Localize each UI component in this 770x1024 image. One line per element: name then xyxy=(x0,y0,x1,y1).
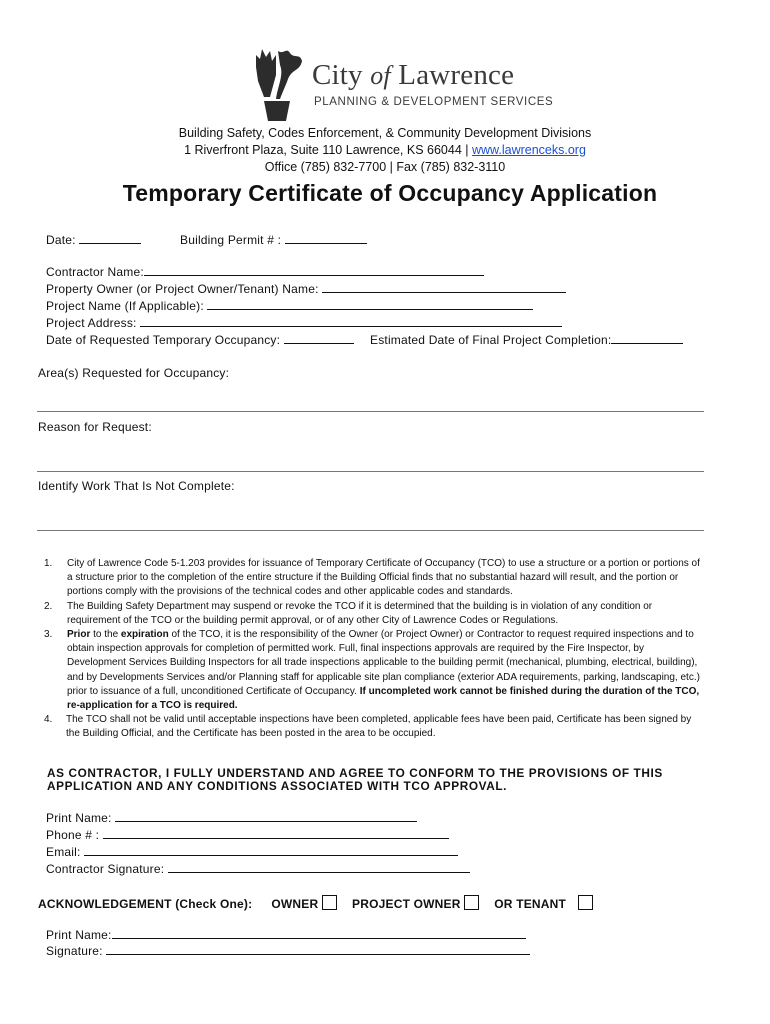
option-owner[interactable]: OWNER xyxy=(271,897,337,911)
final-completion-date-field[interactable]: Estimated Date of Final Project Completion: xyxy=(370,332,683,347)
requested-occupancy-date-field[interactable]: Date of Requested Temporary Occupancy: xyxy=(46,332,354,347)
work-incomplete-input[interactable] xyxy=(37,530,704,531)
list-item: 3. Prior to the expiration of the TCO, it is the responsibility of the Owner (or Project Owner) or Contractor to request required inspections and to obtain inspection approvals for completion of permitted work. Full, final inspections approvals are required by the Fire Inspector, by Development Services Building Inspectors for all trade inspections applicable to the building permit (mechanical, plumbing, electrical, building), and by Developments Services and/or Planning staff for applicable site plan compliance (exterior ADA requirements, parking, landscaping, etc.) prior to issuance of a full, unconditioned Certificate of Occupancy. If uncompleted work cannot be finished during the duration of the TCO, re-application for a TCO is required. xyxy=(44,629,700,712)
work-incomplete-label: Identify Work That Is Not Complete: xyxy=(38,479,235,493)
project-owner-checkbox[interactable] xyxy=(464,895,479,910)
project-address-field[interactable]: Project Address: xyxy=(46,315,562,330)
tenant-checkbox[interactable] xyxy=(578,895,593,910)
city-logo xyxy=(250,45,554,125)
contractor-phone-field[interactable]: Phone # : xyxy=(46,827,449,842)
torch-flame-icon xyxy=(250,45,308,121)
acknowledgement-label: ACKNOWLEDGEMENT (Check One): xyxy=(38,897,253,911)
acknowledgement-row xyxy=(38,895,593,911)
contractor-signature-field[interactable]: Contractor Signature: xyxy=(46,861,470,876)
conditions-list xyxy=(44,557,704,742)
areas-requested-label: Area(s) Requested for Occupancy: xyxy=(38,366,230,380)
list-item: 1. City of Lawrence Code 5-1.203 provides for issuance of Temporary Certificate of Occupancy (TCO) to use a structure or a portion or portions of a structure prior to the completion of the entire structure if the Building Official finds that no substantial hazard will result, and the portion or portions comply with the provisions of the technical codes and other applicable codes and standards. xyxy=(44,558,700,598)
owner-print-name-field[interactable]: Print Name: xyxy=(46,927,526,942)
reason-input[interactable] xyxy=(37,471,704,472)
owner-signature-field[interactable]: Signature: xyxy=(46,943,530,958)
header-address: 1 Riverfront Plaza, Suite 110 Lawrence, KS 66044 | www.lawrenceks.org xyxy=(184,143,586,157)
header-phone: Office (785) 832-7700 | Fax (785) 832-3110 xyxy=(264,160,506,174)
website-link[interactable]: www.lawrenceks.org xyxy=(471,143,586,157)
logo-subtitle: PLANNING & DEVELOPMENT SERVICES xyxy=(314,96,554,108)
contractor-name-field[interactable]: Contractor Name: xyxy=(46,264,484,279)
areas-requested-input[interactable] xyxy=(37,411,704,412)
option-project-owner[interactable]: PROJECT OWNER xyxy=(352,897,479,911)
page-title: Temporary Certificate of Occupancy Application xyxy=(122,180,658,206)
project-name-field[interactable]: Project Name (If Applicable): xyxy=(46,298,533,313)
owner-checkbox[interactable] xyxy=(322,895,337,910)
building-permit-field[interactable]: Building Permit # : xyxy=(180,232,367,247)
list-item: 2. The Building Safety Department may suspend or revoke the TCO if it is determined that the building is in violation of any condition or requirement of the TCO or the building permit approval, or of any other City of Lawrence Codes or Regulations. xyxy=(44,600,653,626)
property-owner-field[interactable]: Property Owner (or Project Owner/Tenant) Name: xyxy=(46,281,566,296)
header-divisions: Building Safety, Codes Enforcement, & Community Development Divisions xyxy=(178,126,592,140)
contractor-agreement: AS CONTRACTOR, I FULLY UNDERSTAND AND AGREE TO CONFORM TO THE PROVISIONS OF THIS APPLICATION AND ANY CONDITIONS ASSOCIATED WITH TCO APPROVAL. xyxy=(47,766,663,793)
logo-wordmark: City of Lawrence xyxy=(312,59,515,91)
contractor-email-field[interactable]: Email: xyxy=(46,844,458,859)
contractor-print-name-field[interactable]: Print Name: xyxy=(46,810,417,825)
date-field[interactable]: Date: xyxy=(46,232,141,247)
option-tenant[interactable]: OR TENANT xyxy=(494,897,592,911)
list-item: 4. The TCO shall not be valid until acceptable inspections have been completed, applicable fees have been paid, Certificate has been signed by the Building Official, and the Certificate has been posted in the area to be occupied. xyxy=(44,714,692,740)
reason-label: Reason for Request: xyxy=(38,420,152,434)
